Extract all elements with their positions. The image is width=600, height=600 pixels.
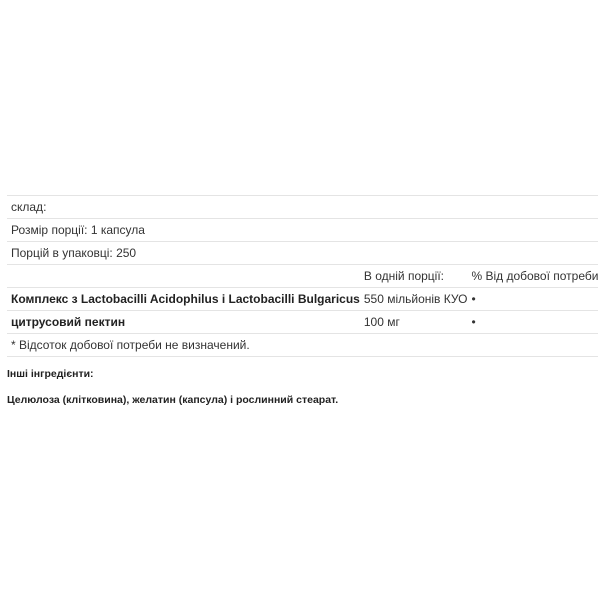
daily-value-header: % Від добової потреби bbox=[467, 265, 598, 288]
table-row bbox=[7, 311, 598, 334]
serving-size: Розмір порції: 1 капсула bbox=[7, 219, 598, 242]
ingredient-amount: 550 мільйонів КУО bbox=[360, 288, 468, 311]
other-ingredients-title: Інші інгредієнти: bbox=[7, 368, 94, 380]
ingredient-name: Комплекс з Lactobacilli Acidophilus і Lactobacilli Bulgaricus bbox=[7, 288, 360, 311]
footnote: * Відсоток добової потреби не визначений. bbox=[7, 334, 598, 357]
ingredient-dv: • bbox=[467, 288, 598, 311]
empty-header-cell bbox=[7, 265, 360, 288]
per-serving-header: В одній порції: bbox=[360, 265, 468, 288]
other-ingredients bbox=[7, 368, 338, 420]
table-header-row bbox=[7, 265, 598, 288]
supplement-facts-table bbox=[7, 195, 598, 357]
ingredient-amount: 100 мг bbox=[360, 311, 468, 334]
ingredient-name: цитрусовий пектин bbox=[7, 311, 360, 334]
table-row bbox=[7, 196, 598, 219]
servings-per-container: Порцій в упаковці: 250 bbox=[7, 242, 598, 265]
table-row bbox=[7, 288, 598, 311]
composition-label: склад: bbox=[7, 196, 598, 219]
table-row bbox=[7, 219, 598, 242]
ingredient-dv: • bbox=[467, 311, 598, 334]
table-row bbox=[7, 334, 598, 357]
table-row bbox=[7, 242, 598, 265]
other-ingredients-text: Целюлоза (клітковина), желатин (капсула) і рослинний стеарат. bbox=[7, 394, 339, 406]
